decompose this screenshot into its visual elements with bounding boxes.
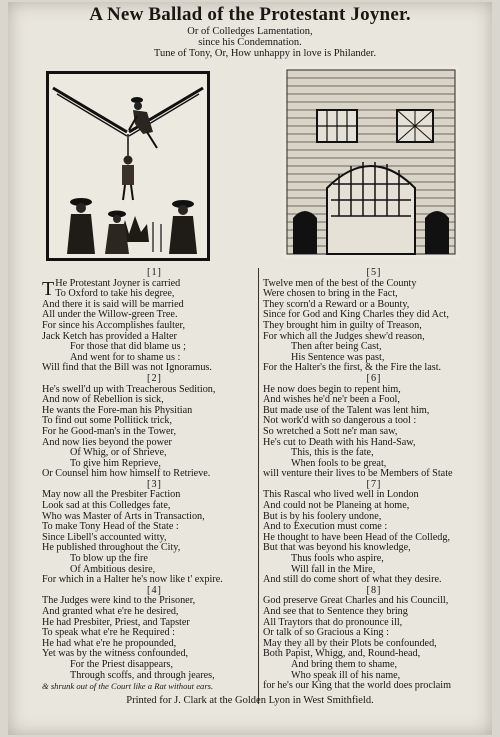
verse-line: To give him Reprieve, xyxy=(70,457,161,469)
verse-line: Who was Master of Arts in Transaction, xyxy=(42,510,205,522)
verse-line: He now does begin to repent him, xyxy=(263,383,401,395)
verse-line: And granted what e're he desired, xyxy=(42,606,179,617)
verse-line: But is by his foolery undone, xyxy=(263,510,382,522)
verse-line: He's cut to Death with his Hand-Saw, xyxy=(263,436,416,448)
drop-cap: T xyxy=(42,277,55,300)
verse-line: And now of Rebellion is sick, xyxy=(42,394,164,406)
verse-line: Look sad at this Colledges fate, xyxy=(42,500,171,512)
verse-line: And see that to Sentence they bring xyxy=(263,606,408,617)
verse-line: He wants the Fore-man his Physitian xyxy=(42,404,193,416)
verse-line: To blow up the fire xyxy=(70,553,148,565)
verse-line: And wishes he'd ne'r been a Fool, xyxy=(263,394,400,406)
verse-line: Thus fools who aspire, xyxy=(291,553,384,565)
verse-line: He published throughout the City, xyxy=(42,542,181,554)
printer-imprint: Printed for J. Clark at the Golden Lyon in West Smithfield. xyxy=(126,695,374,706)
verse-line: For the Halter's the first, & the Fire the last. xyxy=(263,362,442,374)
verse-line: Of Whig, or of Shrieve, xyxy=(70,447,167,459)
stanza-number: [5] xyxy=(366,267,382,278)
verse-line: He's swell'd up with Treacherous Sedition, xyxy=(42,383,216,395)
stanza-number: [4] xyxy=(147,584,162,596)
verse-line: Twelve men of the best of the County xyxy=(263,277,417,289)
verse-line: Then after being Cast, xyxy=(291,341,382,353)
verse-line: For since his Accomplishes faulter, xyxy=(42,319,186,331)
verse-line: And bring them to shame, xyxy=(291,658,398,670)
stanza-number: [1] xyxy=(147,267,162,278)
verse-line: His Sentence was past, xyxy=(291,351,385,363)
left-column-verses xyxy=(42,268,267,692)
verse-line: will venture their lives to be Members of State xyxy=(263,468,453,480)
verse-line: Or Counsel him how himself to Retrieve. xyxy=(42,468,211,480)
woodcut-gatehouse xyxy=(283,66,459,258)
stanza-number: [8] xyxy=(366,584,382,596)
verse-line: Both Papist, Whigg, and, Round-head, xyxy=(263,648,421,660)
verse-line: So wretched a Sott ne'r man saw, xyxy=(263,425,398,437)
verse-line: He had what e're he propounded, xyxy=(42,637,177,649)
ballad-title: A New Ballad of the Protestant Joyner. xyxy=(89,4,411,25)
verse-line: Since Libell's accounted witty, xyxy=(42,531,167,543)
verse-line: And still do come short of what they desire. xyxy=(263,574,442,586)
verse-line: Will fall in the Mire, xyxy=(291,563,376,575)
verse-line: Yet was by the witness confounded, xyxy=(42,648,189,660)
subtitle-line-2: since his Condemnation. xyxy=(198,37,302,48)
verse-line: He had Presbiter, Priest, and Tapster xyxy=(42,616,190,628)
verse-line: To make Tony Head of the State : xyxy=(42,521,179,533)
verse-line: For the Priest disappears, xyxy=(70,658,173,670)
verse-line: Were chosen to bring in the Fact, xyxy=(263,288,398,300)
verse-line: Will find that the Bill was not Ignoramus. xyxy=(42,362,212,374)
verse-line: And could not be Planeing at home, xyxy=(263,500,410,512)
verse-line: This, this is the fate, xyxy=(291,447,374,459)
verse-line: They scorn'd a Reward or a Bounty, xyxy=(263,298,410,310)
stanza-number: [7] xyxy=(366,478,382,490)
verse-line: May they all by their Plots be confounded, xyxy=(263,637,437,649)
verse-line: And went for to shame us : xyxy=(70,351,181,363)
verse-line: The Judges were kind to the Prisoner, xyxy=(42,595,196,607)
stanza-number: [3] xyxy=(147,478,162,490)
verse-line: Who speak ill of his name, xyxy=(291,669,401,681)
verse-line: To speak what e're he Required : xyxy=(42,627,175,639)
tune-line: Tune of Tony, Or, How unhappy in love is Philander. xyxy=(153,48,377,59)
verse-line: This Rascal who lived well in London xyxy=(263,489,419,501)
verse-line: For which in a Halter he's now like t' expire. xyxy=(42,574,223,586)
verse-line: Through scoffs, and through jeares, xyxy=(70,669,215,681)
verse-line: And to Execution must come : xyxy=(263,521,388,533)
verse-line: And now lies beyond the power xyxy=(42,436,172,448)
verse-line: When fools to be great, xyxy=(291,457,387,469)
verse-line: Not work'd with so dangerous a tool : xyxy=(263,415,417,427)
subtitle-line-1: Or of Colledges Lamentation, xyxy=(187,26,313,37)
verse-line: May now all the Presbiter Faction xyxy=(42,489,181,501)
verse-line: They brought him in guilty of Treason, xyxy=(263,319,422,331)
verse-line: To Oxford to take his degree, xyxy=(55,288,175,300)
verse-line: & shrunk out of the Court like a Rat without ears. xyxy=(42,681,214,692)
right-column-verses xyxy=(263,268,485,692)
verse-line: Since for God and King Charles they did Act, xyxy=(263,309,449,321)
verse-line: All Traytors that do pronounce ill, xyxy=(263,616,403,628)
verse-line: Or talk of so Gracious a King : xyxy=(263,627,389,639)
verse-line: To find out some Pollitick trick, xyxy=(42,415,173,427)
verse-line: For which all the Judges shew'd reason, xyxy=(263,330,425,342)
verse-line-text: He Protestant Joyner is carried xyxy=(55,277,181,289)
verse-line: And there it is said will be married xyxy=(42,298,184,310)
stanza-number: [2] xyxy=(147,372,162,384)
woodcut-hanging-scene xyxy=(46,71,210,261)
verse-line: He thought to have been Head of the Colledg, xyxy=(263,531,451,543)
verse-line: For those that did blame us ; xyxy=(70,341,187,353)
verse-line: Of Ambitious desire, xyxy=(70,563,156,575)
verse-line: For he Good-man's in the Tower, xyxy=(42,425,177,437)
verse-line: But that was beyond his knowledge, xyxy=(263,542,411,554)
verse-line: All under the Willow-green Tree. xyxy=(42,309,178,321)
stanza-number: [6] xyxy=(366,372,382,384)
verse-line: for he's our King that the world does proclaim xyxy=(263,680,451,692)
verse-line: God preserve Great Charles and his Councill, xyxy=(263,595,449,607)
verse-line: Jack Ketch has provided a Halter xyxy=(42,330,177,342)
verse-line: But made use of the Talent was lent him, xyxy=(263,404,430,416)
